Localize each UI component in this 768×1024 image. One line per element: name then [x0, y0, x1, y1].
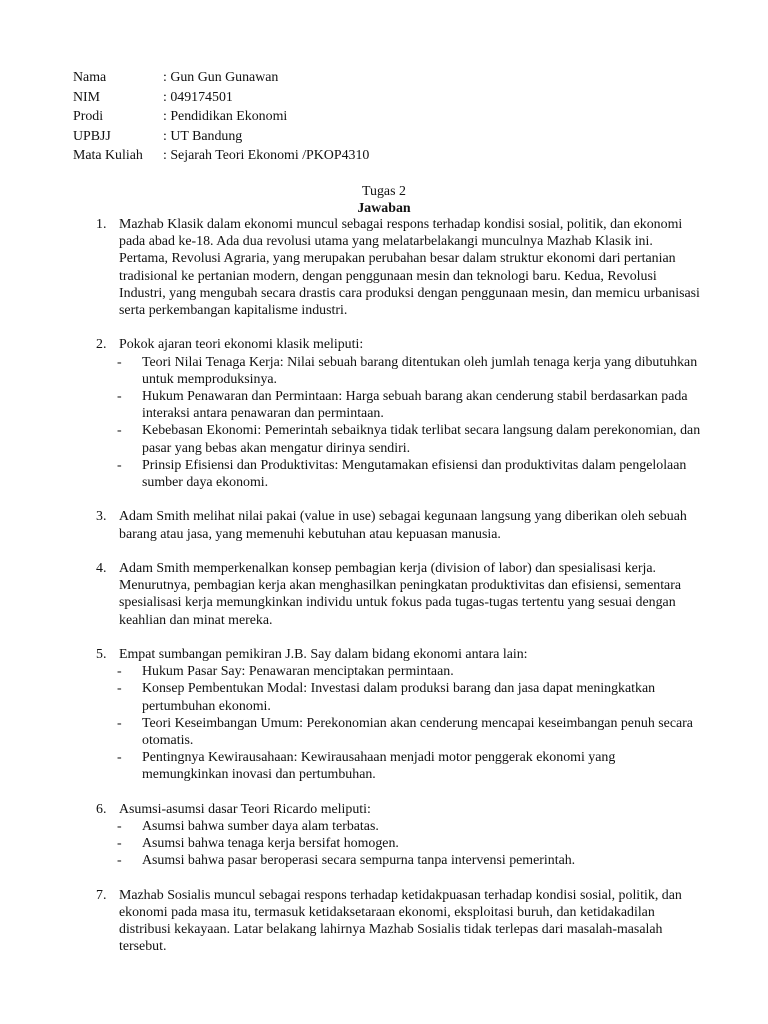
info-label: NIM [73, 89, 101, 105]
answer-text: Empat sumbangan pemikiran J.B. Say dalam bidang ekonomi antara lain: [119, 647, 528, 663]
answer-number: 3. [96, 509, 107, 525]
dash-marker: - [117, 836, 122, 852]
answer-item-4 [95, 560, 705, 629]
dash-marker: - [117, 681, 122, 697]
bullet-text: Asumsi bahwa pasar beroperasi secara sempurna tanpa intervensi pemerintah. [142, 853, 576, 869]
bullet-item [117, 663, 705, 680]
answer-number: 7. [96, 887, 107, 903]
bullet-item [117, 457, 705, 491]
bullet-item [117, 715, 705, 749]
answer-text: Mazhab Klasik dalam ekonomi muncul sebagai respons terhadap kondisi sosial, politik, dan ekonomi pada abad ke-18. Ada dua revolusi utama yang melatarbelakangi munculnya Mazhab Klasik ini. Pertama, Revolusi Agraria, yang merupakan perubahan besar dalam struktur ekonomi dari pertanian tradisional ke pertanian modern, dengan penggunaan mesin dan teknologi baru. Kedua, Revolusi Industri, yang mengubah secara drastis cara produksi dengan penggunaan mesin, dan memicu urbanisasi serta perkembangan kapitalisme industri. [119, 217, 700, 319]
info-label: UPBJJ [73, 128, 111, 144]
bullet-list [119, 663, 705, 783]
info-label: Prodi [73, 109, 104, 124]
answer-item-2 [95, 336, 705, 491]
bullet-item [117, 354, 705, 388]
bullet-text: Prinsip Efisiensi dan Produktivitas: Mengutamakan efisiensi dan produktivitas dalam pengelolaan sumber daya ekonomi. [142, 457, 687, 491]
bullet-text: Pentingnya Kewirausahaan: Kewirausahaan menjadi motor penggerak ekonomi yang memungkinkan inovasi dan pertumbuhan. [142, 750, 616, 783]
answer-text: Mazhab Sosialis muncul sebagai respons terhadap ketidakpuasan terhadap kondisi sosial, politik, dan ekonomi pada masa itu, termasuk ketidaksetaraan ekonomi, eksploitasi buruh, dan ketidakadilan distribusi kekayaan. Latar belakang lahirnya Mazhab Sosialis tidak terlepas dari masalah-masalah tersebut. [119, 887, 682, 955]
info-row-upbjj [73, 128, 369, 148]
dash-marker: - [117, 423, 122, 439]
bullet-list [119, 818, 705, 870]
info-value: : UT Bandung [163, 128, 243, 144]
bullet-list [119, 354, 705, 492]
answer-text: Pokok ajaran teori ekonomi klasik meliputi: [119, 337, 364, 353]
answer-number: 4. [96, 561, 107, 577]
dash-marker: - [117, 819, 122, 835]
answer-number: 6. [96, 801, 107, 817]
info-row-nim [73, 89, 369, 109]
info-row-nama [73, 69, 369, 89]
dash-marker: - [117, 457, 122, 473]
bullet-item [117, 388, 705, 422]
dash-marker: - [117, 389, 122, 405]
bullet-text: Konsep Pembentukan Modal: Investasi dalam produksi barang dan jasa dapat meningkatkan pertumbuhan ekonomi. [142, 681, 656, 714]
bullet-item [117, 680, 705, 714]
answer-number: 2. [96, 337, 107, 353]
info-label: Mata Kuliah [73, 148, 143, 163]
info-label: Nama [73, 70, 107, 85]
bullet-item [117, 422, 705, 456]
answer-text: Adam Smith melihat nilai pakai (value in use) sebagai kegunaan langsung yang diberikan oleh sebuah barang atau jasa, yang memenuhi kebutuhan atau kepuasan manusia. [119, 509, 687, 542]
info-value: : Sejarah Teori Ekonomi /PKOP4310 [163, 148, 370, 163]
bullet-text: Hukum Pasar Say: Penawaran menciptakan permintaan. [142, 664, 454, 680]
answer-number: 5. [96, 647, 107, 663]
info-value: : Gun Gun Gunawan [163, 70, 279, 85]
student-info-header [73, 69, 369, 167]
info-row-prodi [73, 108, 369, 128]
answer-item-3 [95, 508, 705, 542]
bullet-item [117, 835, 705, 852]
dash-marker: - [117, 853, 122, 869]
answer-heading: Jawaban [357, 201, 411, 216]
answer-list [95, 216, 705, 973]
bullet-item [117, 852, 705, 869]
dash-marker: - [117, 715, 122, 731]
dash-marker: - [117, 664, 122, 680]
bullet-text: Asumsi bahwa sumber daya alam terbatas. [142, 819, 379, 835]
info-value: : Pendidikan Ekonomi [163, 109, 288, 124]
dash-marker: - [117, 750, 122, 766]
info-value: : 049174501 [163, 89, 233, 105]
answer-number: 1. [96, 217, 107, 232]
answer-item-1 [95, 216, 705, 319]
bullet-text: Hukum Penawaran dan Permintaan: Harga sebuah barang akan cenderung stabil berdasarkan pada interaksi antara penawaran dan permintaan. [142, 389, 688, 422]
bullet-text: Teori Keseimbangan Umum: Perekonomian akan cenderung mencapai keseimbangan penuh secara otomatis. [142, 715, 693, 749]
dash-marker: - [117, 354, 122, 370]
answer-item-5 [95, 646, 705, 784]
assignment-title: Tugas 2 [362, 184, 406, 199]
answer-item-7 [95, 887, 705, 956]
bullet-item [117, 818, 705, 835]
bullet-text: Asumsi bahwa tenaga kerja bersifat homogen. [142, 836, 399, 852]
bullet-text: Kebebasan Ekonomi: Pemerintah sebaiknya tidak terlibat secara langsung dalam perekonomian, dan pasar yang bebas akan mengatur dirinya sendiri. [142, 423, 701, 456]
bullet-item [117, 749, 705, 783]
answer-text: Asumsi-asumsi dasar Teori Ricardo meliputi: [119, 801, 371, 817]
bullet-text: Teori Nilai Tenaga Kerja: Nilai sebuah barang ditentukan oleh jumlah tenaga kerja yang dibutuhkan untuk memproduksinya. [142, 354, 698, 387]
answer-text: Adam Smith memperkenalkan konsep pembagian kerja (division of labor) dan spesialisasi kerja. Menurutnya, pembagian kerja akan menghasilkan peningkatan produktivitas dan efisiensi, sementara spesialisasi kerja memungkinkan individu untuk fokus pada tugas-tugas tertentu yang sesuai dengan keahlian dan minat mereka. [119, 561, 682, 628]
info-row-mata-kuliah [73, 147, 369, 167]
answer-item-6 [95, 801, 705, 870]
